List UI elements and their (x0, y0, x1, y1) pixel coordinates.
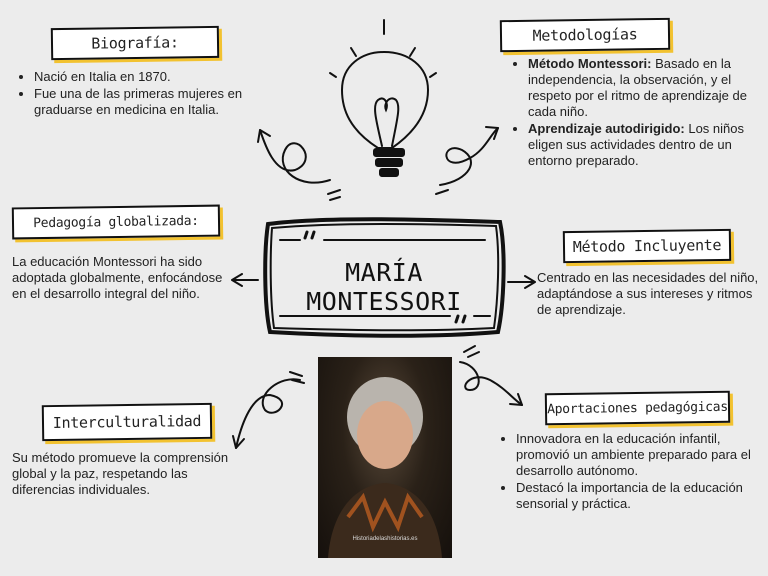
aportaciones-item: • Destacó la importancia de la educación sensorial y práctica. (516, 480, 762, 512)
metodo-incluyente-text: Centrado en las necesidades del niño, adaptándose a sus intereses y ritmos de aprendizaje. (537, 270, 759, 317)
metodologias-list (512, 56, 762, 170)
biografia-heading: Biografía: (51, 26, 219, 60)
photo-credit: Historiadelashistorias.es (352, 536, 418, 542)
aportaciones-list (500, 431, 762, 513)
metodologias-heading: Metodologías (500, 18, 670, 52)
pedagogia-text: La educación Montessori ha sido adoptada globalmente, enfocándose en el desarrollo integral del niño. (12, 254, 223, 301)
metodologias-item: • Método Montessori: Basado en la independencia, la observación, y el respeto por el ritmo de aprendizaje de cada niño. (528, 56, 762, 120)
biografia-list (18, 69, 258, 119)
biografia-item: • Nació en Italia en 1870. (34, 69, 258, 85)
page-title: MARÍA MONTESSORI (306, 258, 462, 316)
metodologias-item: • Aprendizaje autodirigido: Los niños eligen sus actividades dentro de un entorno preparado. (528, 121, 762, 169)
metodo-incluyente-heading: Método Incluyente (563, 229, 731, 263)
aportaciones-item: • Innovadora en la educación infantil, promovió un ambiente preparado para el desarrollo autónomo. (516, 431, 762, 479)
interculturalidad-heading: Interculturalidad (42, 403, 212, 441)
interculturalidad-text: Su método promueve la comprensión global y la paz, respetando las diferencias individuales. (12, 450, 229, 497)
aportaciones-heading: Aportaciones pedagógicas (545, 391, 730, 426)
pedagogia-heading: Pedagogía globalizada: (12, 205, 220, 240)
portrait-photo (318, 357, 452, 558)
biografia-item: • Fue una de las primeras mujeres en graduarse en medicina en Italia. (34, 86, 258, 118)
lightbulb-icon (330, 20, 436, 176)
